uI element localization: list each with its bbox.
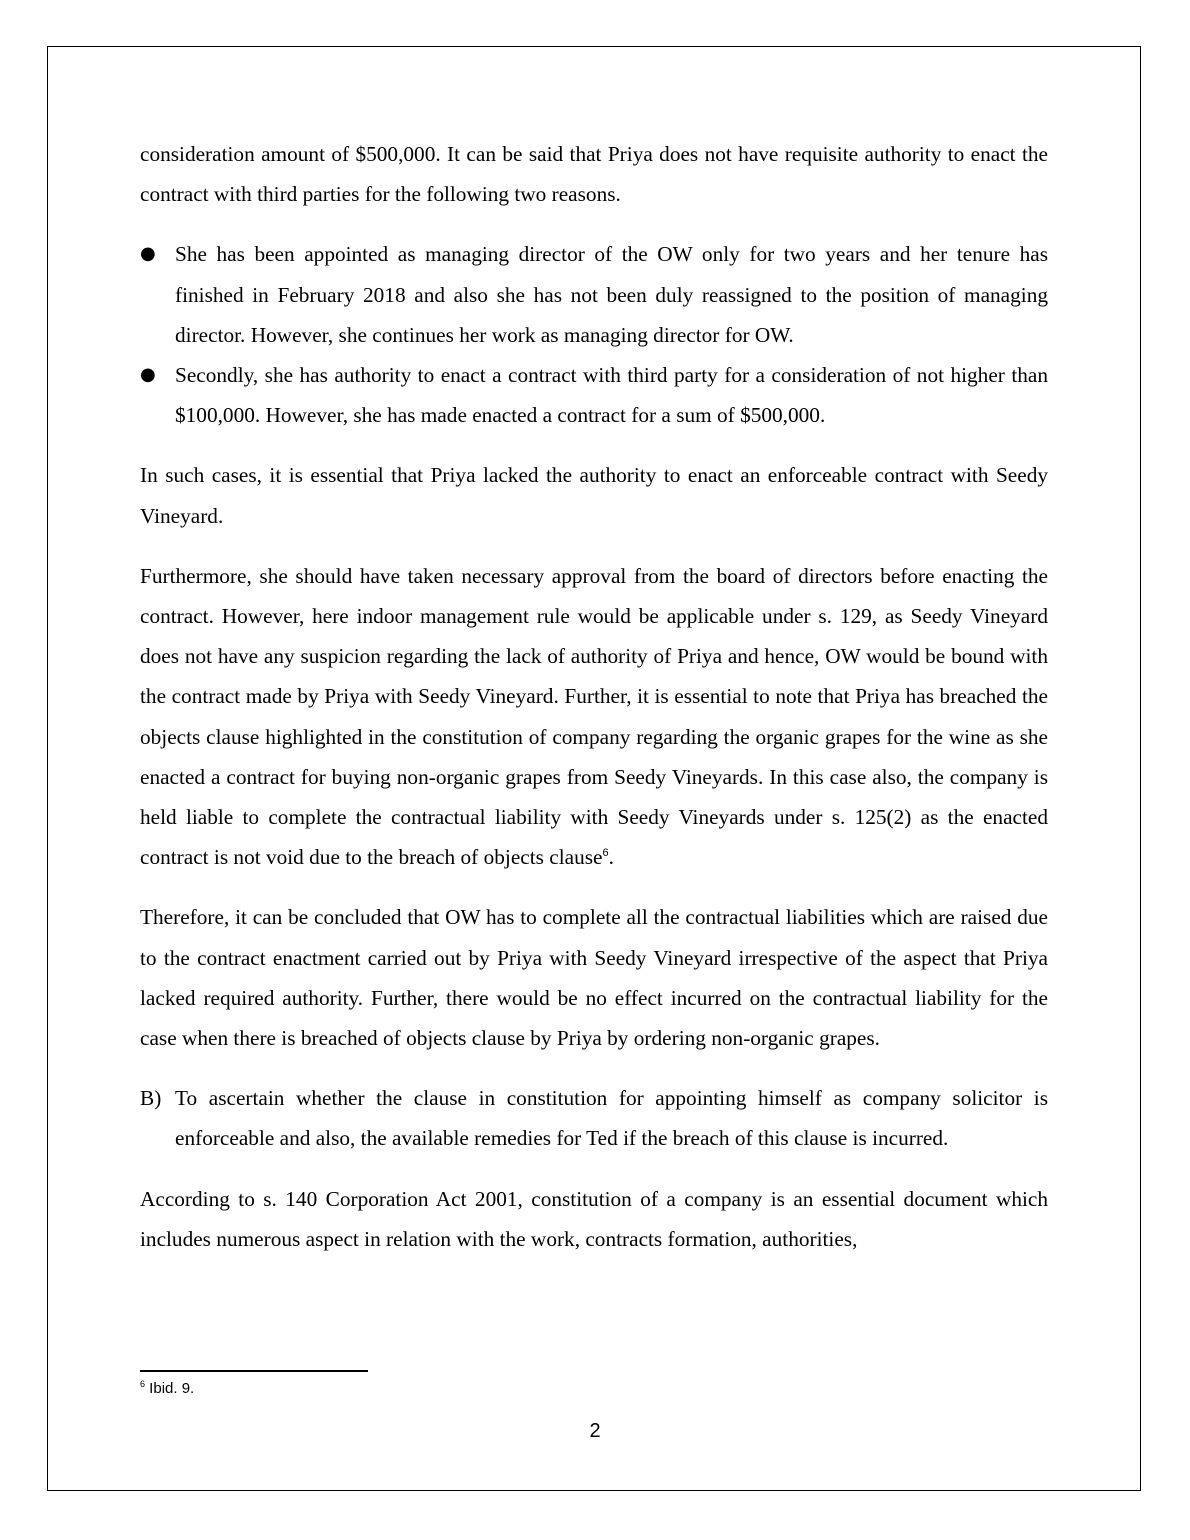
page-number: 2 xyxy=(589,1420,601,1442)
bullet-list xyxy=(140,234,1048,435)
bullet-icon: ● xyxy=(140,243,156,265)
paragraph xyxy=(140,556,1048,878)
section-b-text: To ascertain whether the clause in constitution for appointing himself as company solicitor is enforceable and also, the available remedies for Ted if the breach of this clause is incurred. xyxy=(175,1086,1048,1151)
footnote xyxy=(140,1379,194,1399)
footnote-number: 6 xyxy=(140,1379,146,1389)
paragraph: According to s. 140 Corporation Act 2001, constitution of a company is an essential document which includes numerous aspect in relation with the work, contracts formation, authorities, xyxy=(140,1186,1048,1251)
section-b-heading xyxy=(140,1078,1048,1158)
footnote-reference: 6 xyxy=(602,847,609,860)
bullet-item xyxy=(140,355,1048,435)
bullet-text: She has been appointed as managing director of the OW only for two years and her tenure has finished in February 2018 and also she has not been duly reassigned to the position of managing director. However, she continues her work as managing director for OW. xyxy=(175,242,1048,347)
paragraph: Therefore, it can be concluded that OW has to complete all the contractual liabilities which are raised due to the contract enactment carried out by Priya with Seedy Vineyard irrespective of the aspect that Priya lacked required authority. Further, there would be no effect incurred on the contractual liability for the case when there is breached of objects clause by Priya by ordering non-organic grapes. xyxy=(140,905,1048,1051)
bullet-item xyxy=(140,234,1048,355)
footnote-text: Ibid. 9. xyxy=(145,1380,195,1397)
paragraph: In such cases, it is essential that Priya lacked the authority to enact an enforceable contract with Seedy Vineyard. xyxy=(140,463,1048,528)
paragraph-text: Furthermore, she should have taken necessary approval from the board of directors before enacting the contract. However, here indoor management rule would be applicable under s. 129, as Seedy Vineyard does not have any suspicion regarding the lack of authority of Priya and hence, OW would be bound with the contract made by Priya with Seedy Vineyard. Further, it is essential to note that Priya has breached the objects clause highlighted in the constitution of company regarding the organic grapes for the wine as she enacted a contract for buying non-organic grapes from Seedy Vineyards. In this case also, the company is held liable to complete the contractual liability with Seedy Vineyards under s. 125(2) as the enacted contract is not void due to the breach of objects clause xyxy=(140,563,1048,870)
bullet-icon: ● xyxy=(140,364,156,386)
document-body xyxy=(140,134,1048,1279)
paragraph-end: . xyxy=(608,845,614,870)
paragraph: consideration amount of $500,000. It can be said that Priya does not have requisite authority to enact the contract with third parties for the following two reasons. xyxy=(140,142,1048,207)
footnote-separator xyxy=(140,1370,368,1372)
list-marker: B) xyxy=(140,1086,162,1111)
bullet-text: Secondly, she has authority to enact a contract with third party for a consideration of not higher than $100,000. However, she has made enacted a contract for a sum of $500,000. xyxy=(175,363,1048,428)
